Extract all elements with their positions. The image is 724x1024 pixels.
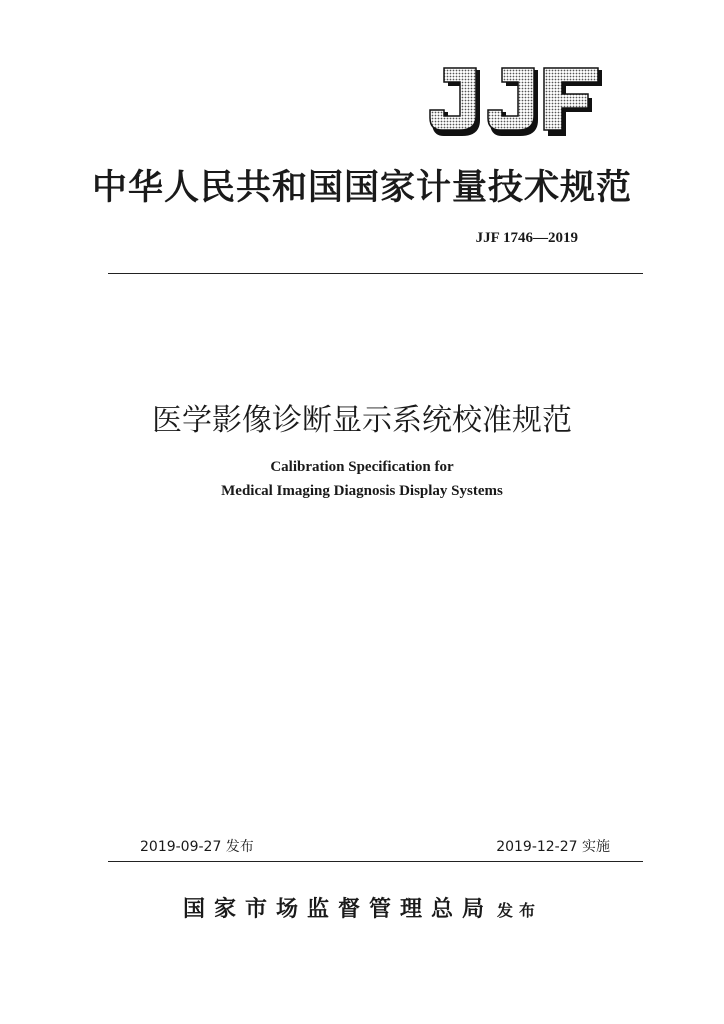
document-title-cn: 医学影像诊断显示系统校准规范 bbox=[152, 403, 572, 438]
top-divider bbox=[108, 273, 643, 274]
document-title-en-line1: Calibration Specification for bbox=[270, 459, 454, 475]
document-title-en-line2: Medical Imaging Diagnosis Display Systems bbox=[221, 483, 503, 499]
bottom-divider bbox=[108, 861, 643, 862]
issuer-name: 国家市场监督管理总局 bbox=[182, 896, 493, 922]
standard-number: JJF 1746—2019 bbox=[475, 230, 578, 246]
jjf-logo bbox=[428, 66, 606, 138]
implementation-date: 2019-12-27 实施 bbox=[496, 839, 610, 855]
national-standard-title: 中华人民共和国国家计量技术规范 bbox=[91, 167, 632, 208]
issuing-authority bbox=[0, 892, 724, 923]
issuer-suffix: 发布 bbox=[497, 901, 542, 920]
issue-date: 2019-09-27 发布 bbox=[140, 839, 254, 855]
